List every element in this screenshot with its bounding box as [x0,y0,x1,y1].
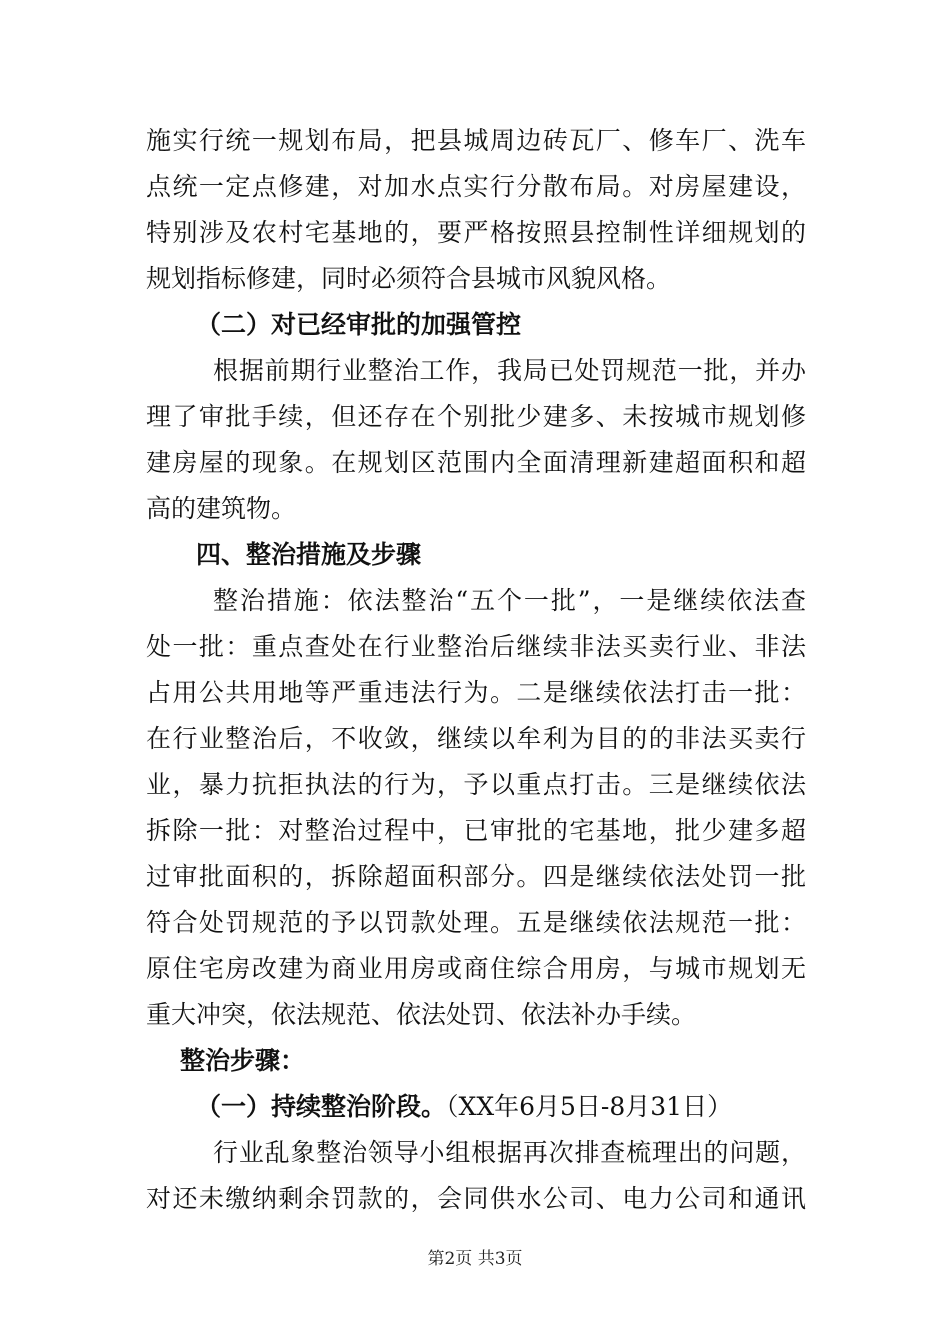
stage-title: （一）持续整治阶段。 [196,1092,447,1121]
body-line: 特别涉及农村宅基地的，要严格按照县控制性详细规划的 [146,218,806,247]
body-line: 过审批面积的，拆除超面积部分。四是继续依法处罚一批 [146,862,806,891]
subsection-heading [196,1092,806,1122]
body-line: 根据前期行业整治工作，我局已处罚规范一批，并办 [213,356,806,385]
body-line: 原住宅房改建为商业用房或商住综合用房，与城市规划无 [146,954,806,983]
body-line: 高的建筑物。 [146,494,297,523]
section-heading: 整治步骤： [180,1046,306,1075]
section-heading: 四、整治措施及步骤 [196,540,422,569]
body-line: 规划指标修建，同时必须符合县城市风貌风格。 [146,264,672,293]
body-line: 处一批：重点查处在行业整治后继续非法买卖行业、非法 [146,632,806,661]
body-line: 理了审批手续，但还存在个别批少建多、未按城市规划修 [146,402,806,431]
body-line: 点统一定点修建，对加水点实行分散布局。对房屋建设， [146,172,806,201]
body-line: 符合处罚规范的予以罚款处理。五是继续依法规范一批： [146,908,806,937]
body-line: 拆除一批：对整治过程中，已审批的宅基地，批少建多超 [146,816,806,845]
body-line: 建房屋的现象。在规划区范围内全面清理新建超面积和超 [146,448,806,477]
body-line: 占用公共用地等严重违法行为。二是继续依法打击一批： [146,678,806,707]
body-line: 施实行统一规划布局，把县城周边砖瓦厂、修车厂、洗车 [146,126,806,155]
page-footer: 第2页 共3页 [427,1249,523,1269]
body-line: 重大冲突，依法规范、依法处罚、依法补办手续。 [146,1000,697,1029]
body-line: 业，暴力抗拒执法的行为，予以重点打击。三是继续依法 [146,770,806,799]
body-line: 整治措施：依法整治“五个一批”，一是继续依法查 [213,586,806,615]
body-line: 行业乱象整治领导小组根据再次排查梳理出的问题， [213,1138,806,1167]
section-heading: （二）对已经审批的加强管控 [196,310,522,339]
body-line: 在行业整治后，不收敛，继续以牟利为目的的非法买卖行 [146,724,806,753]
stage-dates: （XX年6月5日-8月31日） [446,1092,733,1121]
body-line: 对还未缴纳剩余罚款的，会同供水公司、电力公司和通讯 [146,1184,806,1213]
